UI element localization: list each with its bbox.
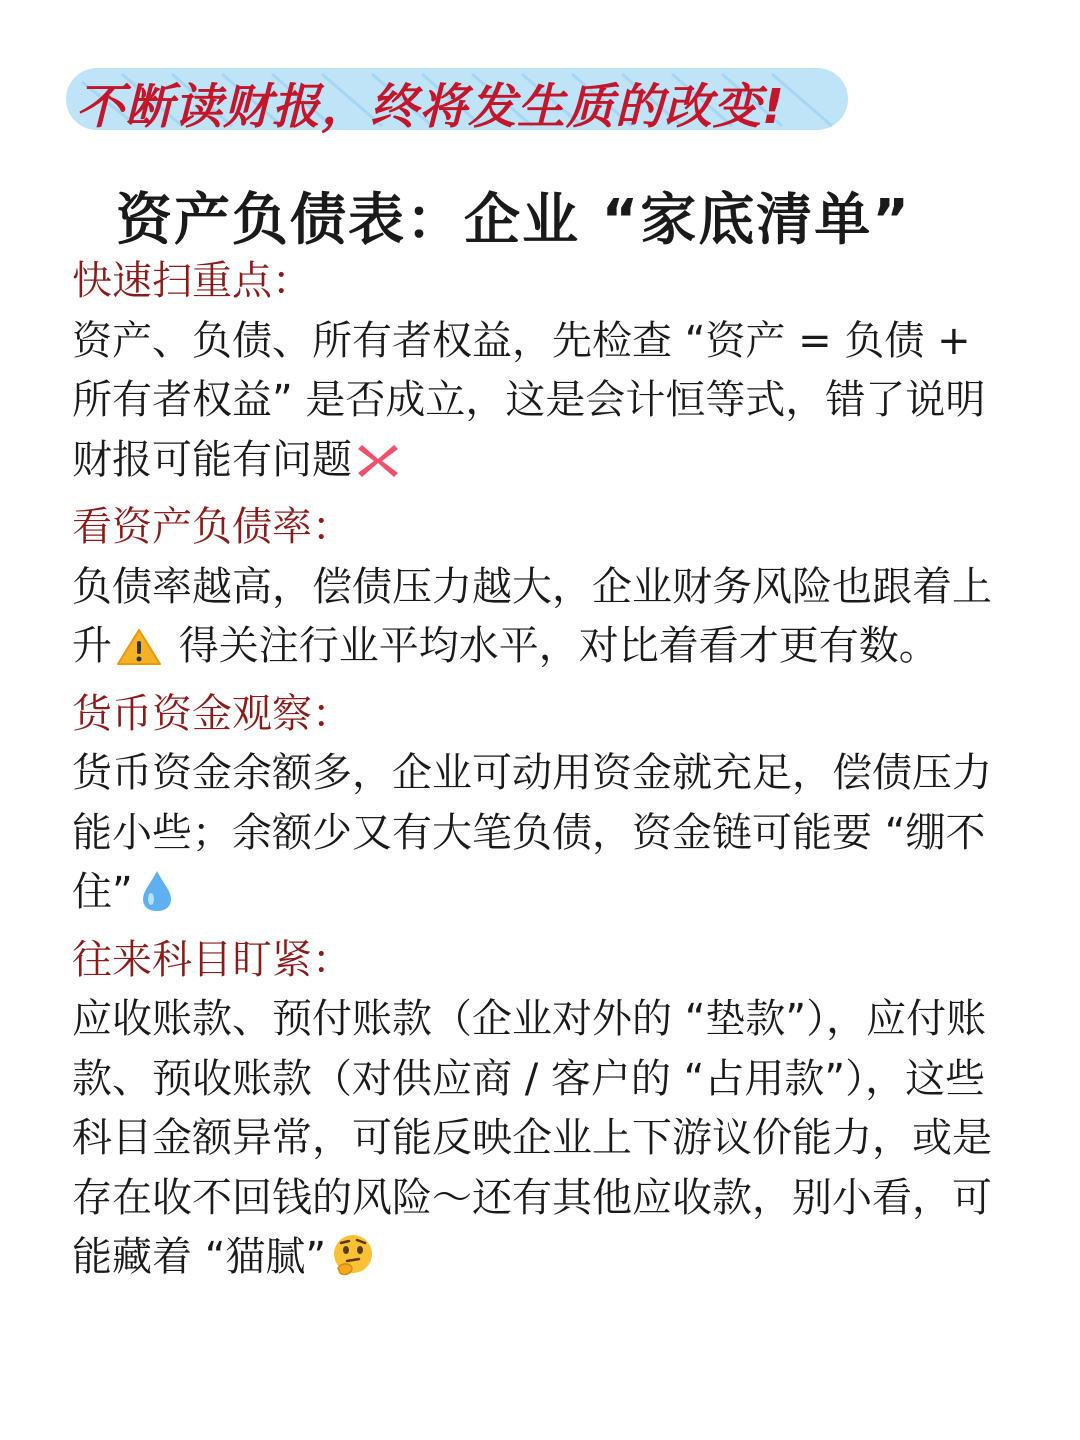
section-heading-debt-ratio: 看资产负债率： xyxy=(72,504,352,550)
warning-icon xyxy=(116,625,162,685)
section-text-receivables xyxy=(72,990,1022,1296)
section-body: 资产、负债、所有者权益，先检查 “资产 = 负债 + 所有者权益” 是否成立，这是会计恒等式，错了说明财报可能有问题 xyxy=(72,317,986,483)
section-body-continued: 得关注行业平均水平，对比着看才更有数。 xyxy=(166,623,939,669)
droplet-icon xyxy=(137,869,177,931)
section-text-quick-scan xyxy=(72,312,1022,499)
article-body xyxy=(72,252,1022,1296)
section-body: 应收账款、预付账款（企业对外的 “垫款”），应付账款、预收账款（对供应商 / 客户的 “占用款”），这些科目金额异常，可能反映企业上下游议价能力，或是存在收不回钱的风险～还有其他应收款，别小看，可能藏着 “猫腻” xyxy=(72,996,992,1280)
section-text-cash xyxy=(72,744,1022,931)
section-heading-quick-scan: 快速扫重点： xyxy=(72,258,312,304)
banner-slogan: 不断读财报，终将发生质的改变! xyxy=(76,79,785,135)
page-title: 资产负债表：企业 “家底清单” xyxy=(116,188,912,253)
section-body: 货币资金余额多，企业可动用资金就充足，偿债压力能小些；余额少又有大笔负债，资金链可能要 “绷不住” xyxy=(72,750,992,915)
section-heading-receivables: 往来科目盯紧： xyxy=(72,936,352,983)
cross-mark-icon xyxy=(356,439,400,499)
thinking-face-icon xyxy=(330,1232,376,1296)
top-banner xyxy=(62,62,852,136)
section-heading-cash: 货币资金观察： xyxy=(72,690,352,737)
section-body: 负债率越高，偿债压力越大，企业财务风险也跟着上升 xyxy=(72,563,992,669)
section-text-debt-ratio xyxy=(72,558,1022,685)
